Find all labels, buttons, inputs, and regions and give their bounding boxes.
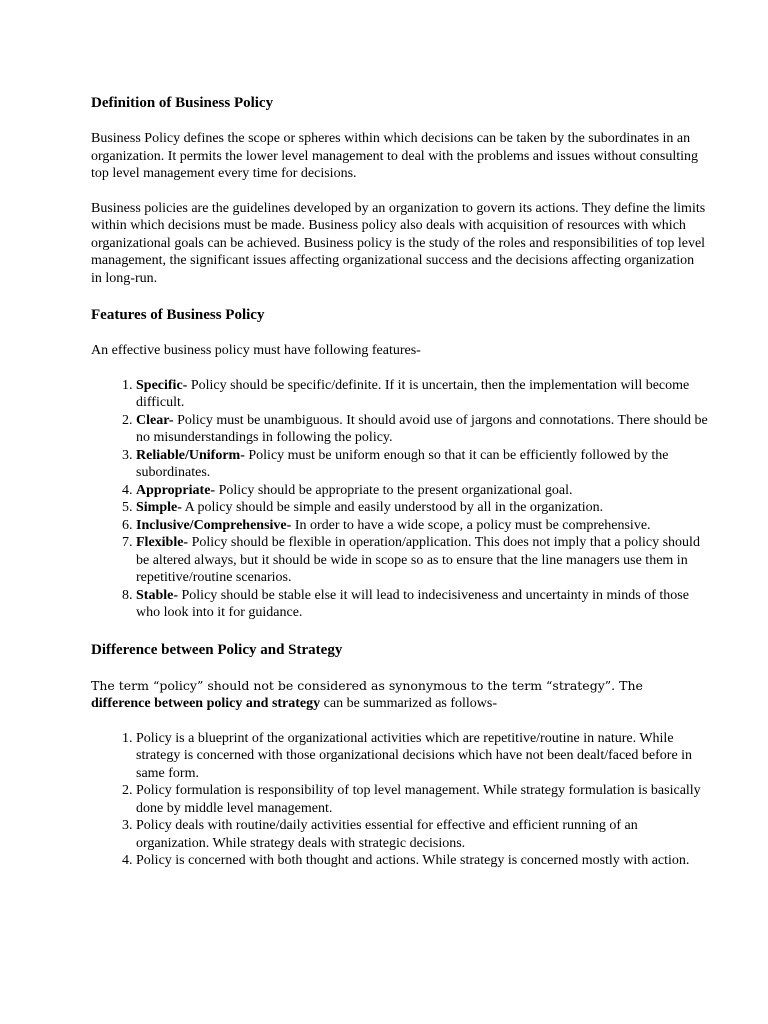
feature-term: Reliable/Uniform-	[136, 447, 245, 463]
list-item: 3. Policy deals with routine/daily activities essential for effective and efficient running of an organization. While strategy deals with strategic decisions.	[136, 817, 708, 852]
feature-term: Clear-	[136, 412, 174, 428]
feature-term: Flexible-	[136, 535, 189, 550]
features-intro: An effective business policy must have following features-	[91, 343, 421, 358]
feature-text: Policy should be stable else it will lead to indecisiveness and uncertainty in minds of those who look into it for guidance.	[136, 587, 689, 620]
definition-paragraph-2: Business policies are the guidelines developed by an organization to govern its actions. They define the limits within which decisions must be made. Business policy also deals with acquisition of resources with which organizational goals can be achieved. Business policy is the study of the roles and responsibilities of top level management, the significant issues affecting organizational success and the decisions affecting organization in long-run.	[91, 200, 706, 286]
difference-intro-line1: The term “policy” should not be considered as synonymous to the term “strategy”. The	[91, 677, 643, 693]
list-item	[136, 412, 708, 447]
list-item	[136, 587, 708, 622]
feature-term: Specific-	[136, 377, 188, 393]
feature-text: A policy should be simple and easily understood by all in the organization.	[181, 500, 604, 515]
difference-intro	[91, 677, 708, 713]
list-item	[136, 499, 708, 517]
difference-intro-rest: can be summarized as follows-	[320, 696, 498, 711]
heading-difference: Difference between Policy and Strategy	[91, 641, 343, 658]
list-item	[136, 534, 708, 587]
difference-list	[91, 730, 708, 870]
list-item	[136, 482, 708, 500]
feature-term: Appropriate-	[136, 482, 216, 498]
list-item	[136, 447, 708, 482]
list-item	[136, 517, 708, 535]
heading-definition: Definition of Business Policy	[91, 95, 274, 111]
feature-text: Policy should be specific/definite. If it is uncertain, then the implementation will become difficult.	[136, 377, 690, 410]
feature-term: Simple-	[136, 500, 182, 515]
feature-term: Stable-	[136, 587, 178, 603]
list-item: 4. Policy is concerned with both thought and actions. While strategy is concerned mostly with action.	[136, 852, 708, 870]
difference-intro-bold: difference between policy and strategy	[91, 696, 321, 711]
list-item	[136, 377, 708, 412]
list-item: 1. Policy is a blueprint of the organizational activities which are repetitive/routine in nature. While strategy is concerned with those organizational decisions which have not been dealt/faced before in same form.	[136, 730, 708, 783]
feature-text: Policy must be uniform enough so that it can be efficiently followed by the subordinates.	[136, 447, 669, 480]
feature-text: In order to have a wide scope, a policy must be comprehensive.	[291, 517, 651, 533]
feature-text: Policy must be unambiguous. It should avoid use of jargons and connotations. There should be no misunderstandings in following the policy.	[136, 412, 708, 445]
feature-text: Policy should be flexible in operation/application. This does not imply that a policy should be altered always, but it should be wide in scope so as to ensure that the line managers use them in repetitive/routine scenarios.	[136, 535, 700, 585]
feature-term: Inclusive/Comprehensive-	[136, 517, 292, 533]
features-list	[91, 377, 708, 622]
list-item: 2. Policy formulation is responsibility of top level management. While strategy formulation is basically done by middle level management.	[136, 782, 708, 817]
feature-text: Policy should be appropriate to the present organizational goal.	[215, 482, 573, 498]
definition-paragraph-1: Business Policy defines the scope or spheres within which decisions can be taken by the subordinates in an organization. It permits the lower level management to deal with the problems and issues without consulting top level management every time for decisions.	[91, 131, 699, 181]
heading-features: Features of Business Policy	[91, 307, 265, 323]
